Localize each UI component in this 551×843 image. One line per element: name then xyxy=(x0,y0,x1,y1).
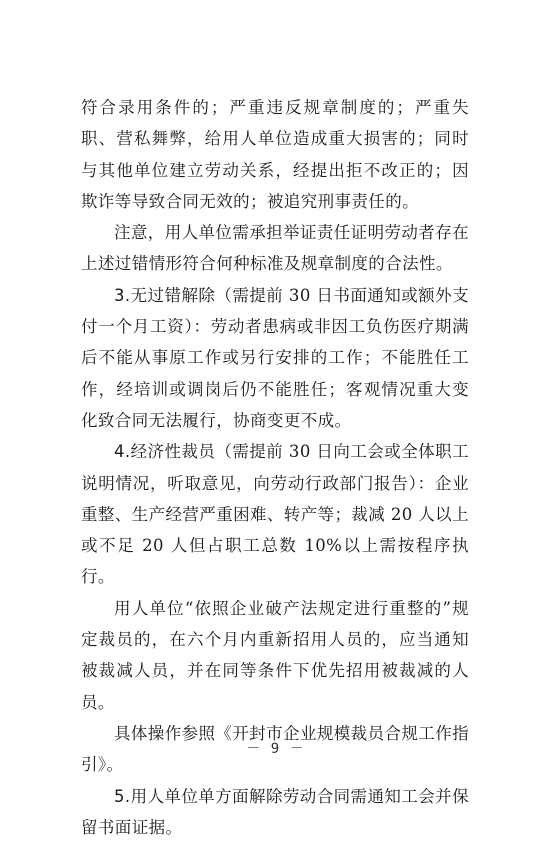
paragraph-text: （需提前 30 日书面通知或额外支付一个月工资）：劳动者患病或非因工负伤医疗期满后不能从事原工作或另行安排的工作；不能胜任工作，经培训或调岗后仍不能胜任；客观情况重大变化致合同无法履行，协商变更不成。 xyxy=(81,285,469,430)
paragraph-rehire xyxy=(81,593,469,718)
section-heading: 5.用人单位单方面解除劳动合同需通知工会并保留书面证据。 xyxy=(81,786,469,837)
paragraph-no-fault-dismissal xyxy=(81,280,469,436)
paragraph-note xyxy=(81,217,469,280)
body-text xyxy=(81,92,469,843)
paragraph-union-notice xyxy=(81,781,469,843)
paragraph-text: 注意，用人单位需承担举证责任证明劳动者存在上述过错情形符合何种标准及规章制度的合法性。 xyxy=(81,223,469,274)
paragraph-continuation xyxy=(81,92,469,217)
paragraph-economic-layoff xyxy=(81,436,469,592)
section-heading: 4.经济性裁员 xyxy=(114,442,216,462)
paragraph-text: 用人单位“依照企业破产法规定进行重整的”规定裁员的，在六个月内重新招用人员的，应当通知被裁减人员，并在同等条件下优先招用被裁减的人员。 xyxy=(81,598,469,712)
page-number: － 9 － xyxy=(246,741,305,757)
paragraph-text: 具体操作参照《开封市企业规模裁员合规工作指引》。 xyxy=(81,723,469,775)
section-heading: 3.无过错解除 xyxy=(114,285,216,305)
paragraph-text: （需提前 30 日向工会或全体职工说明情况，听取意见，向劳动行政部门报告）：企业重整、生产经营严重困难、转产等；裁减 20 人以上或不足 20 人但占职工总数 10%以上需按程序执行。 xyxy=(81,442,469,587)
paragraph-text: 符合录用条件的；严重违反规章制度的；严重失职、营私舞弊，给用人单位造成重大损害的；同时与其他单位建立劳动关系，经提出拒不改正的；因欺诈等导致合同无效的；被追究刑事责任的。 xyxy=(81,98,469,211)
